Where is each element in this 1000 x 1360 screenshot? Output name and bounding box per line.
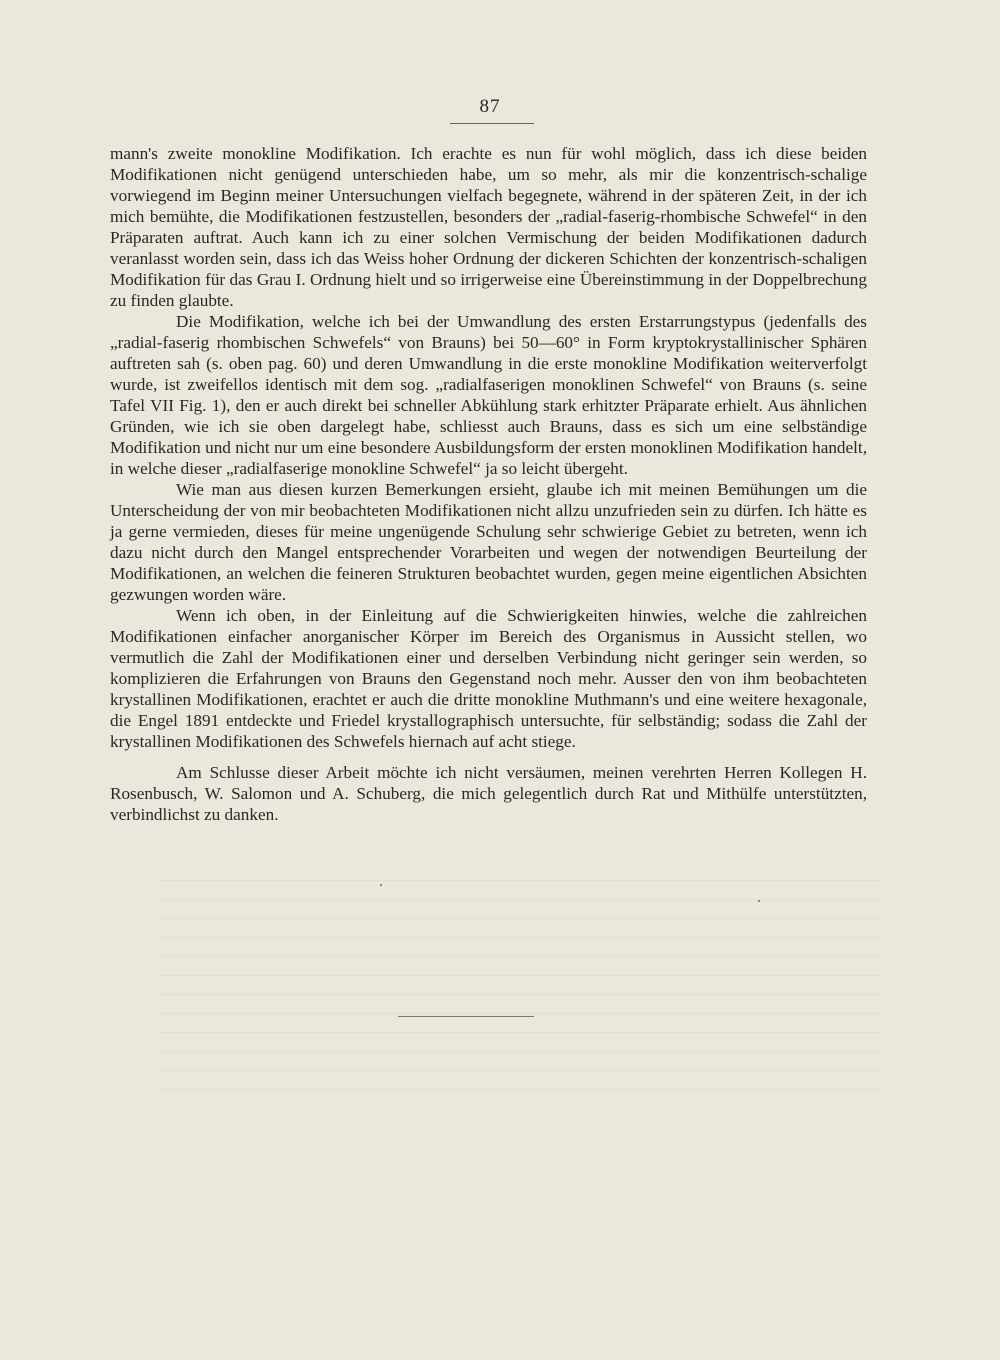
paragraph-5: Am Schlusse dieser Arbeit möchte ich nicht versäumen, meinen verehrten Herren Kollegen H. Rosenbusch, W. Salomon und A. Schuberg, die mich gelegentlich durch Rat und Mithülfe unterstützten, verbindlichst zu danken. xyxy=(110,763,867,824)
paragraph-1: mann's zweite monokline Modifikation. Ich erachte es nun für wohl möglich, dass ich diese beiden Modifikationen nicht genügend unterschieden habe, um so mehr, als mir die konzentrisch-schalige vorwiegend im Beginn meiner Untersuchungen vielfach begegnete, während in der späteren Zeit, in der ich mich bemühte, die Modifikationen festzustellen, besonders der „radial-faserig-rhombische Schwefel“ in den Präparaten auftrat. Auch kann ich zu einer solchen Vermischung der beiden Modifikationen dadurch veranlasst worden sein, dass ich das Weiss hoher Ordnung der dickeren Schichten der konzentrisch-schaligen Modifikation für das Grau I. Ordnung hielt und so irrigerweise eine Übereinstimmung in der Doppelbrechung zu finden glaubte. xyxy=(110,144,867,310)
paragraph-3: Wie man aus diesen kurzen Bemerkungen ersieht, glaube ich mit meinen Bemühungen um die Unterscheidung der von mir beobachteten Modifikationen nicht allzu unzufrieden sein zu dürfen. Ich hätte es ja gerne vermieden, dieses für meine ungenügende Schulung sehr schwierige Gebiet zu betreten, wenn ich dazu nicht durch den Mangel entsprechender Vorarbeiten und wegen der notwendigen Beurteilung der Modifikationen, an welchen die feineren Strukturen beobachtet wurden, gegen meine eigentlichen Absichten gezwungen worden wäre. xyxy=(110,480,867,604)
closing-rule xyxy=(398,1016,534,1017)
ink-speck xyxy=(758,900,760,902)
bleed-through-shadow xyxy=(160,880,880,1140)
body-text xyxy=(110,143,867,825)
page-number-rule xyxy=(450,123,534,124)
paragraph-4: Wenn ich oben, in der Einleitung auf die Schwierigkeiten hinwies, welche die zahlreichen Modifikationen einfacher anorganischer Körper im Bereich des Organismus in Aussicht stellen, wo vermutlich die Zahl der Modifikationen einer und derselben Verbindung nicht geringer sein werden, so komplizieren die Erfahrungen von Brauns den Gegenstand noch mehr. Ausser den von ihm beobachteten krystallinen Modifikationen, erachtet er auch die dritte monokline Muthmann's und eine weitere hexagonale, die Engel 1891 entdeckte und Friedel krystallographisch untersuchte, für selbständig; sodass die Zahl der krystallinen Modifikationen des Schwefels hiernach auf acht stiege. xyxy=(110,606,867,751)
ink-speck xyxy=(380,884,382,886)
paragraph-2: Die Modifikation, welche ich bei der Umwandlung des ersten Erstarrungstypus (jedenfalls des „radial-faserig rhombischen Schwefels“ von Brauns) bei 50—60° in Form kryptokrystallinischer Sphären auftreten sah (s. oben pag. 60) und deren Umwandlung in die erste monokline Modifikation weiterverfolgt wurde, ist zweifellos identisch mit dem sog. „radialfaserigen monoklinen Schwefel“ von Brauns (s. seine Tafel VII Fig. 1), den er auch direkt bei schneller Abkühlung stark erhitzter Präparate erhielt. Aus ähnlichen Gründen, wie ich sie oben dargelegt habe, schliesst auch Brauns, dass es sich um eine selbständige Modifikation und nicht nur um eine besondere Ausbildungsform der ersten monoklinen Modifikation handelt, in welche dieser „radialfaserige monokline Schwefel“ ja so leicht übergeht. xyxy=(110,312,867,478)
page-number: 87 xyxy=(479,96,501,117)
